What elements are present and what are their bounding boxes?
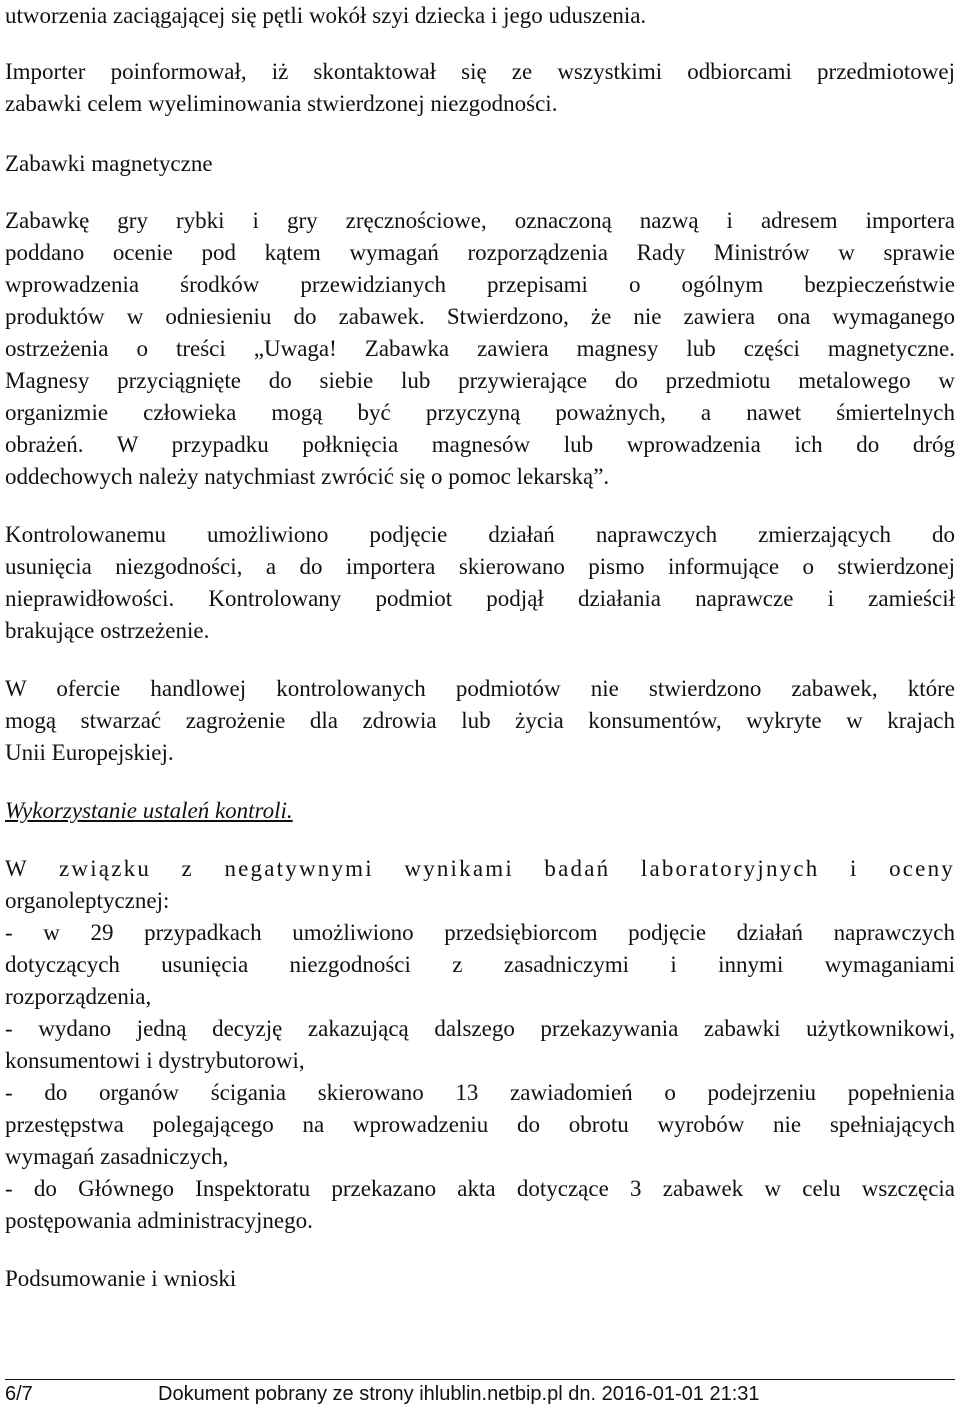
- text-line: - do organów ścigania skierowano 13 zawiadomień o podejrzeniu popełnienia: [5, 1080, 955, 1105]
- page-footer: [5, 1379, 955, 1408]
- text-line: ostrzeżenia o treści „Uwaga! Zabawka zawiera magnesy lub części magnetyczne.: [5, 336, 955, 361]
- text-line: rozporządzenia,: [5, 984, 152, 1009]
- text-line: - do Głównego Inspektoratu przekazano akta dotyczące 3 zabawek w celu wszczęcia: [5, 1176, 955, 1201]
- text-line: produktów w odniesieniu do zabawek. Stwierdzono, że nie zawiera ona wymaganego: [5, 304, 955, 329]
- text-line: wymagań zasadniczych,: [5, 1144, 229, 1169]
- magnetic-paragraph: [5, 205, 955, 493]
- text-line: Unii Europejskiej.: [5, 740, 174, 765]
- text-line: mogą stwarzać zagrożenie dla zdrowia lub życia konsumentów, wykryte w krajach: [5, 708, 955, 733]
- text-line: Kontrolowanemu umożliwiono podjęcie działań naprawczych zmierzających do: [5, 522, 955, 547]
- section-heading-magnetic: [5, 148, 955, 180]
- text-line: przestępstwa polegającego na wprowadzeniu do obrotu wyrobów nie spełniających: [5, 1112, 955, 1137]
- text-line: Magnesy przyciągnięte do siebie lub przywierające do przedmiotu metalowego w: [5, 368, 955, 393]
- offer-paragraph: [5, 673, 955, 769]
- download-source-note: Dokument pobrany ze strony ihlublin.netbip.pl dn. 2016-01-01 21:31: [158, 1383, 760, 1405]
- continuation-paragraph: [5, 0, 955, 32]
- text-line: wprowadzenia środków przewidzianych przepisami o ogólnym bezpieczeństwie: [5, 272, 955, 297]
- text-line: oddechowych należy natychmiast zwrócić się o pomoc lekarską”.: [5, 464, 610, 489]
- text-line: usunięcia niezgodności, a do importera skierowano pismo informujące o stwierdzonej: [5, 554, 955, 579]
- importer-paragraph: [5, 56, 955, 120]
- text-line: konsumentowi i dystrybutorowi,: [5, 1048, 305, 1073]
- section-heading: Wykorzystanie ustaleń kontroli.: [5, 798, 293, 823]
- text-line: organoleptycznej:: [5, 888, 170, 913]
- section-heading: Zabawki magnetyczne: [5, 151, 213, 176]
- text-line: - w 29 przypadkach umożliwiono przedsiębiorcom podjęcie działań naprawczych: [5, 920, 955, 945]
- text-line: dotyczących usunięcia niezgodności z zasadniczymi i innymi wymaganiami: [5, 952, 955, 977]
- text-line: - wydano jedną decyzję zakazującą dalszego przekazywania zabawki użytkownikowi,: [5, 1016, 955, 1041]
- section-heading-usage: [5, 795, 955, 827]
- corrective-paragraph: [5, 519, 955, 647]
- text-line: utworzenia zaciągającej się pętli wokół szyi dziecka i jego uduszenia.: [5, 3, 647, 28]
- text-line: obrażeń. W przypadku połknięcia magnesów lub wprowadzenia ich do dróg: [5, 432, 955, 457]
- text-line: zabawki celem wyeliminowania stwierdzonej niezgodności.: [5, 91, 558, 116]
- text-line: W związku z negatywnymi wynikami badań laboratoryjnych i oceny: [5, 856, 955, 881]
- text-line: organizmie człowieka mogą być przyczyną poważnych, a nawet śmiertelnych: [5, 400, 955, 425]
- text-line: W ofercie handlowej kontrolowanych podmiotów nie stwierdzono zabawek, które: [5, 676, 955, 701]
- document-page: [5, 0, 955, 1320]
- section-heading: Podsumowanie i wnioski: [5, 1266, 237, 1291]
- text-line: postępowania administracyjnego.: [5, 1208, 313, 1233]
- usage-paragraph: [5, 853, 955, 1237]
- text-line: nieprawidłowości. Kontrolowany podmiot podjął działania naprawcze i zamieścił: [5, 586, 955, 611]
- section-heading-summary: [5, 1263, 955, 1295]
- text-line: brakujące ostrzeżenie.: [5, 618, 210, 643]
- text-line: Importer poinformował, iż skontaktował się ze wszystkimi odbiorcami przedmiotowej: [5, 59, 955, 84]
- text-line: Zabawkę gry rybki i gry zręcznościowe, oznaczoną nazwą i adresem importera: [5, 208, 955, 233]
- page-number: 6/7: [5, 1383, 33, 1405]
- text-line: poddano ocenie pod kątem wymagań rozporządzenia Rady Ministrów w sprawie: [5, 240, 955, 265]
